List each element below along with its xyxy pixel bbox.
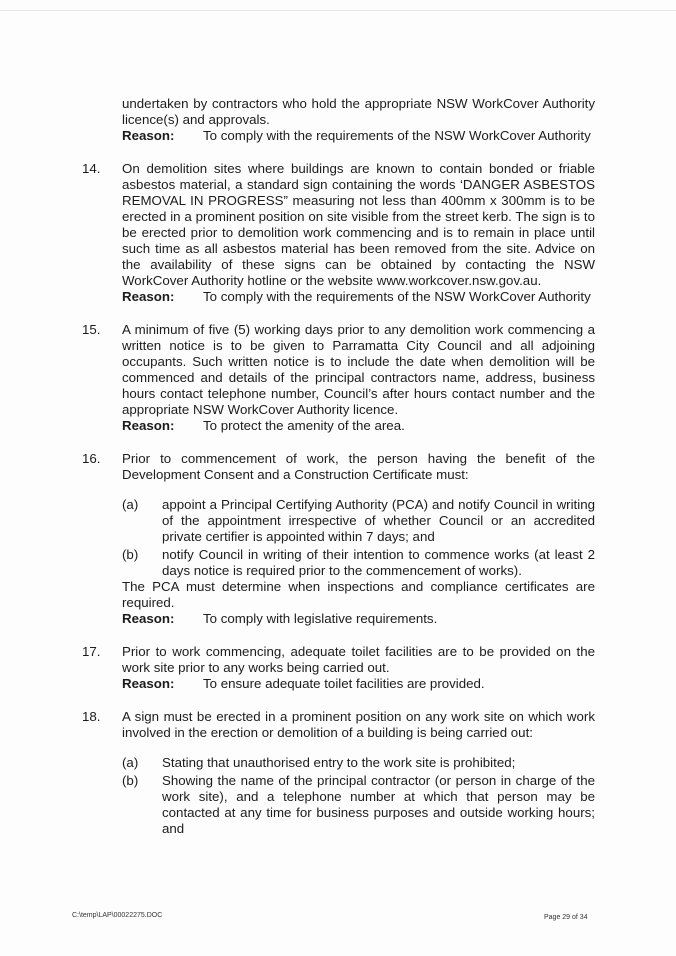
reason-line: [122, 676, 595, 692]
sub-item-text: Stating that unauthorised entry to the work site is prohibited;: [162, 755, 516, 770]
reason-label: Reason:: [122, 676, 175, 691]
condition-number: 16.: [82, 451, 101, 466]
sub-item-a: [122, 497, 595, 545]
condition-text-after: The PCA must determine when inspections and compliance certificates are required.: [122, 579, 595, 610]
scan-edge: [0, 10, 676, 11]
reason-line: [122, 289, 595, 305]
sub-item-text: Showing the name of the principal contractor (or person in charge of the work site), and a telephone number at which that person may be contacted at any time for business purposes and outside working hours; and: [162, 773, 595, 836]
reason-line: [122, 418, 595, 434]
footer-page-number: Page 29 of 34: [544, 914, 588, 921]
sub-item-a: [122, 755, 595, 771]
footer-file-path: C:\temp\LAP\00022275.DOC: [72, 912, 163, 919]
reason-text: To protect the amenity of the area.: [203, 418, 405, 433]
condition-text: A minimum of five (5) working days prior to any demolition work commencing a written notice is to be given to Parramatta City Council and all adjoining occupants. Such written notice is to include the date when demolition will be commenced and details of the principal contractors name, address, business hours contact telephone number, Council’s after hours contact number and the appropriate NSW WorkCover Authority licence.: [122, 322, 595, 417]
condition-16: [82, 451, 595, 627]
sub-item-b: [122, 547, 595, 579]
sub-item-label: (b): [122, 547, 139, 562]
sub-item-text: notify Council in writing of their intention to commence works (at least 2 days notice is required prior to the commencement of works).: [162, 547, 595, 578]
reason-label: Reason:: [122, 418, 175, 433]
reason-text: To comply with legislative requirements.: [203, 611, 438, 626]
condition-text: Prior to commencement of work, the person having the benefit of the Development Consent and a Construction Certificate must:: [122, 451, 595, 482]
sub-item-label: (a): [122, 497, 139, 512]
condition-14: [82, 161, 595, 305]
condition-text: On demolition sites where buildings are known to contain bonded or friable asbestos material, a standard sign containing the words ‘DANGER ASBESTOS REMOVAL IN PROGRESS” measuring not less than 400mm x 300mm is to be erected in a prominent position on site visible from the street kerb. The sign is to be erected prior to demolition work commencing and is to remain in place until such time as all asbestos material has been removed from the site. Advice on the availability of these signs can be obtained by contacting the NSW WorkCover Authority hotline or the website www.workcover.nsw.gov.au.: [122, 161, 595, 288]
reason-line: [122, 611, 595, 627]
reason-label: Reason:: [122, 128, 175, 143]
conditions-body: [82, 96, 595, 854]
reason-label: Reason:: [122, 611, 175, 626]
condition-13-continued: [82, 96, 595, 144]
condition-number: 14.: [82, 161, 101, 176]
condition-18: [82, 709, 595, 837]
condition-17: [82, 644, 595, 692]
reason-text: To comply with the requirements of the NSW WorkCover Authority: [203, 289, 591, 304]
condition-text: undertaken by contractors who hold the appropriate NSW WorkCover Authority licence(s) and approvals.: [122, 96, 595, 127]
condition-15: [82, 322, 595, 434]
sub-item-text: appoint a Principal Certifying Authority (PCA) and notify Council in writing of the appointment irrespective of whether Council or an accredited private certifier is appointed within 7 days; and: [162, 497, 595, 544]
sub-item-label: (b): [122, 773, 139, 788]
reason-text: To comply with the requirements of the NSW WorkCover Authority: [203, 128, 591, 143]
condition-number: 18.: [82, 709, 101, 724]
reason-label: Reason:: [122, 289, 175, 304]
condition-number: 15.: [82, 322, 101, 337]
reason-text: To ensure adequate toilet facilities are provided.: [203, 676, 485, 691]
condition-text: Prior to work commencing, adequate toilet facilities are to be provided on the work site prior to any works being carried out.: [122, 644, 595, 675]
condition-text: A sign must be erected in a prominent position on any work site on which work involved in the erection or demolition of a building is being carried out:: [122, 709, 595, 740]
sub-item-label: (a): [122, 755, 139, 770]
reason-line: [122, 128, 595, 144]
sub-item-b: [122, 773, 595, 837]
condition-number: 17.: [82, 644, 101, 659]
